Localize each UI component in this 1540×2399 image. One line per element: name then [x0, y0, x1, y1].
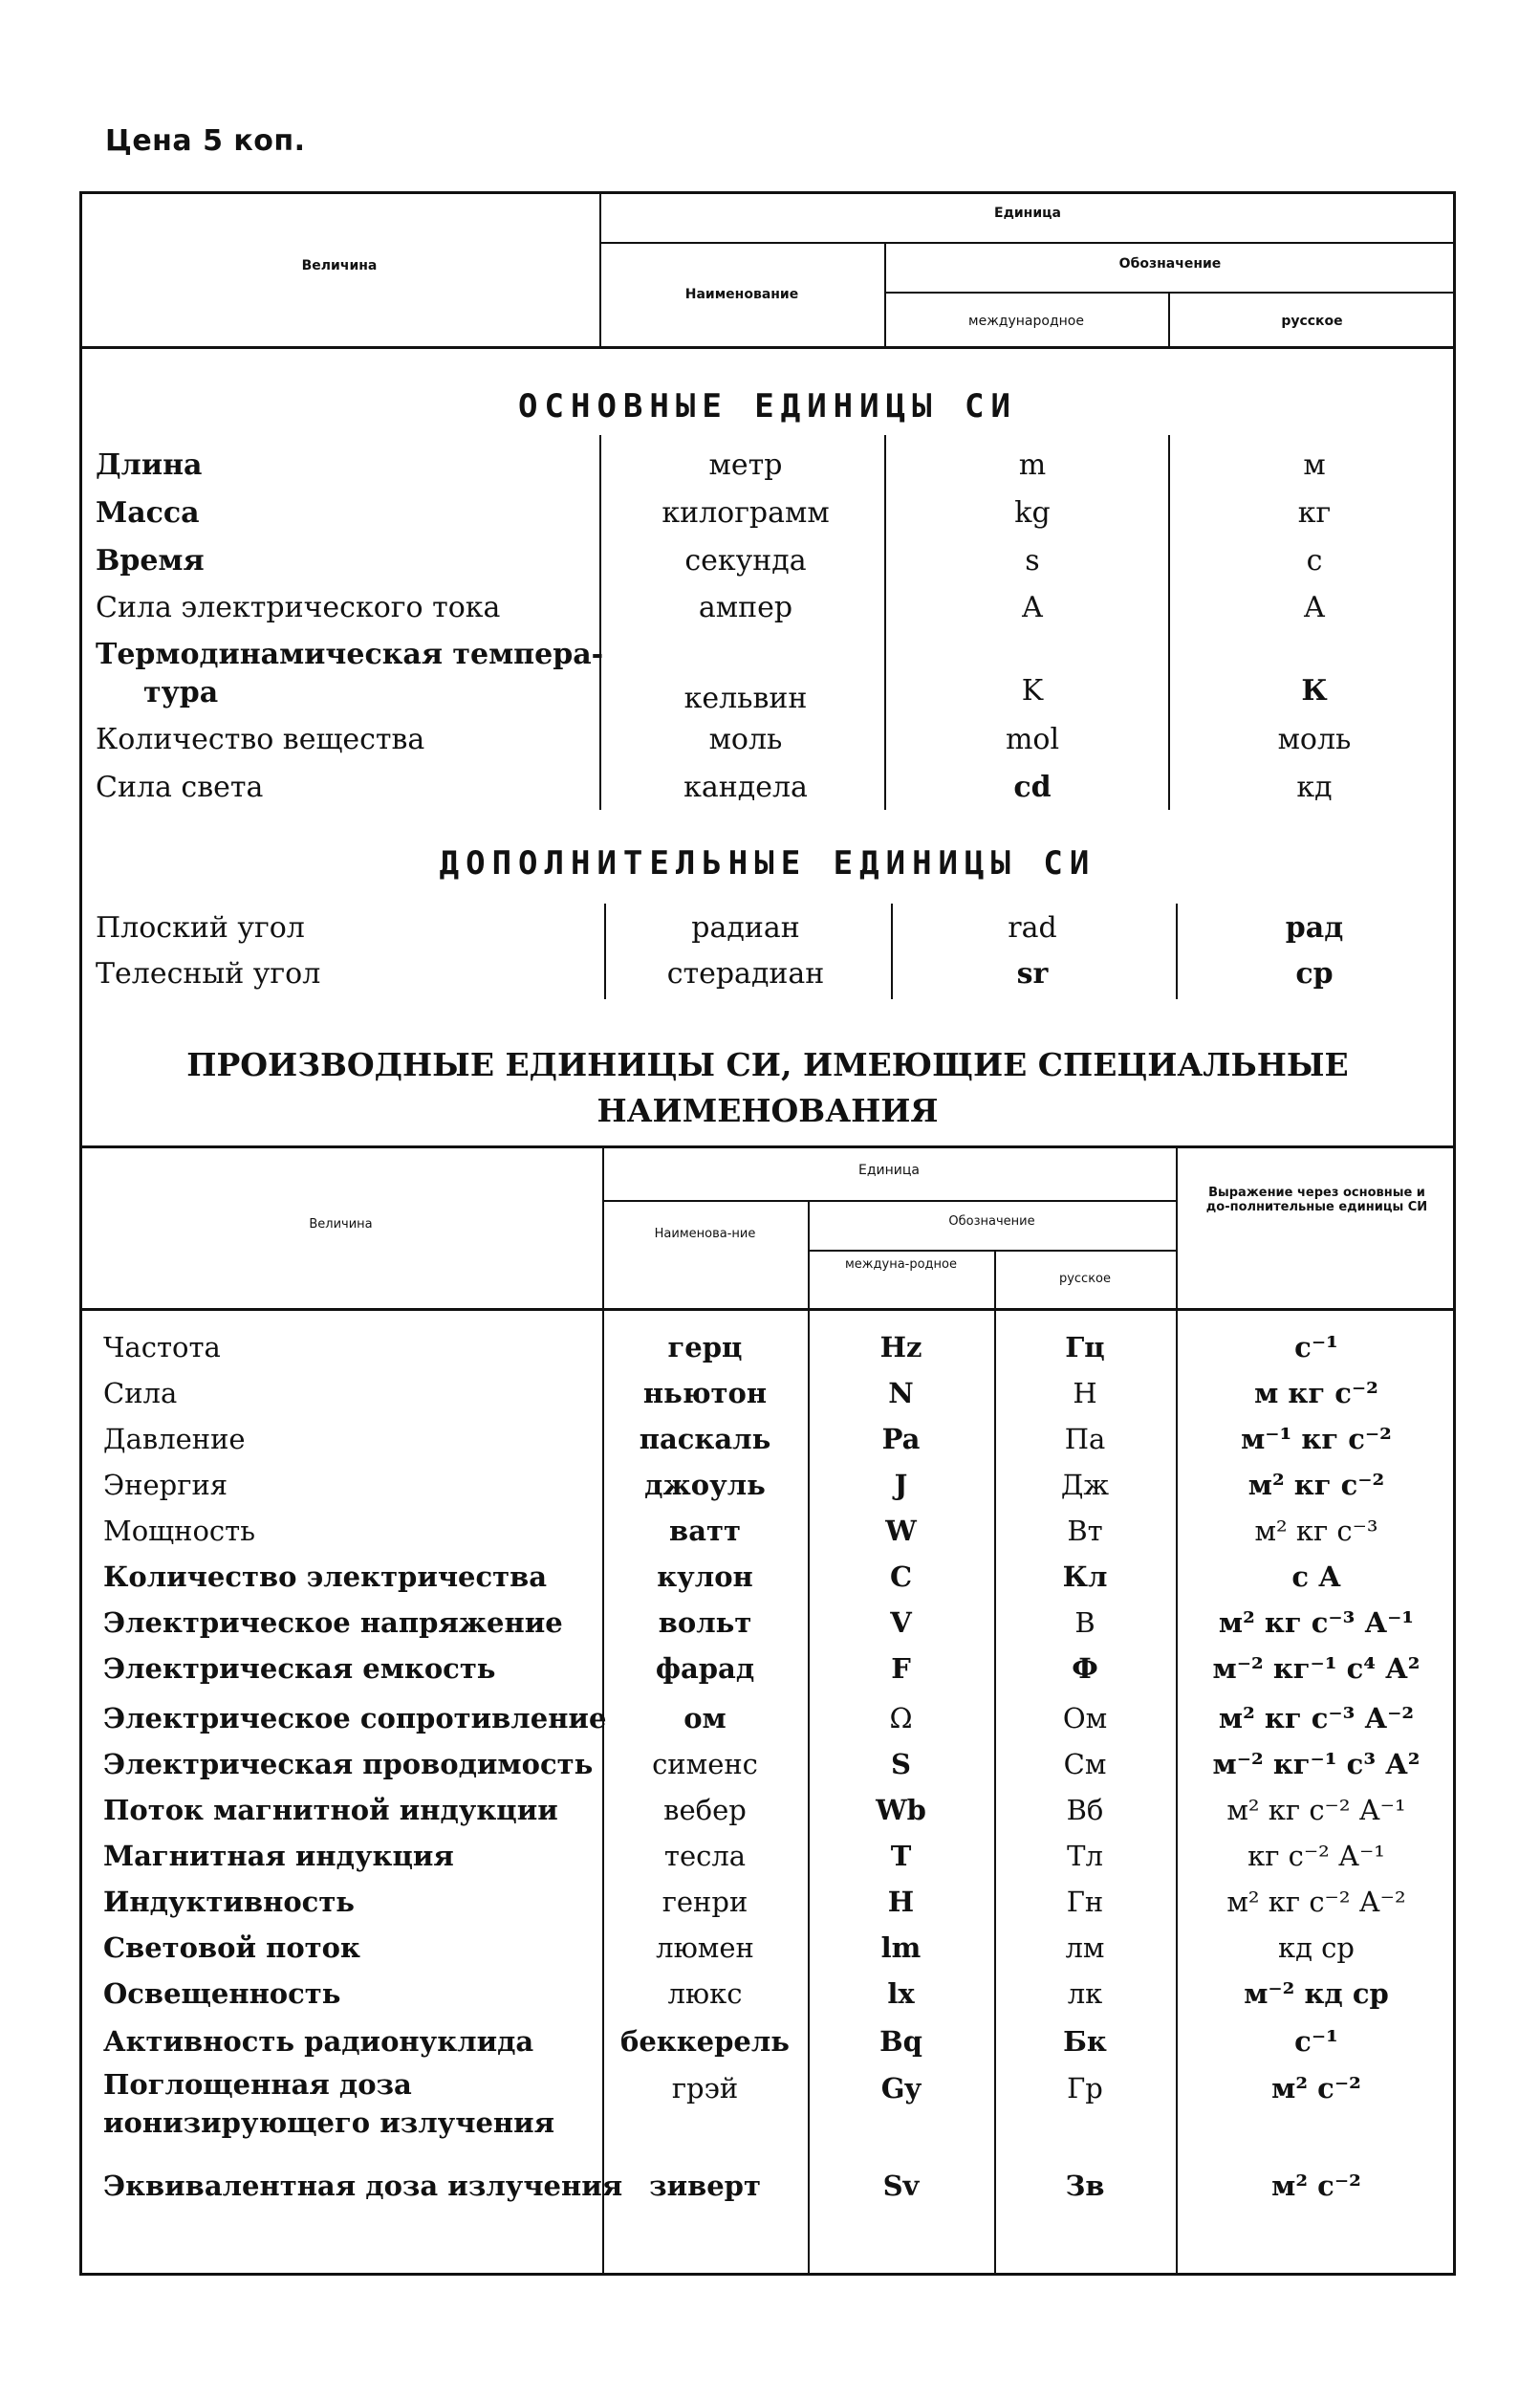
- table-row: [0, 1833, 1540, 1879]
- intl-cell: lx: [887, 1977, 915, 2010]
- name-cell: фарад: [655, 1652, 755, 1685]
- quantity-cell: Частота: [103, 1331, 221, 1363]
- table-row: [0, 1554, 1540, 1600]
- header-quantity: Величина: [301, 258, 378, 273]
- divider: [599, 242, 1456, 244]
- intl-cell: J: [894, 1469, 908, 1501]
- expr-cell: м⁻¹ кг с⁻²: [1241, 1423, 1392, 1455]
- rus-cell: Тл: [1067, 1840, 1103, 1872]
- name-cell: ампер: [698, 591, 793, 624]
- table-row: [0, 905, 1540, 951]
- quantity-cell: Мощность: [103, 1515, 255, 1547]
- rus-cell: Кл: [1062, 1560, 1108, 1593]
- quantity-cell: Электрическая емкость: [103, 1652, 496, 1685]
- section-title-derived: [79, 1042, 1456, 1134]
- header-name: Наименование: [684, 287, 799, 302]
- table-row: [0, 1416, 1540, 1462]
- expr-cell: с А: [1291, 1560, 1341, 1593]
- rus-cell: См: [1063, 1748, 1107, 1780]
- table-row: [0, 1695, 1540, 1741]
- divider: [884, 292, 1456, 294]
- header-russian: русское: [1281, 314, 1343, 329]
- intl-cell: K: [1021, 674, 1044, 708]
- quantity-cell: Плоский угол: [96, 911, 305, 945]
- name-cell: стерадиан: [666, 957, 825, 991]
- quantity-cell: Освещенность: [103, 1977, 341, 2010]
- table-row: [0, 1925, 1540, 1971]
- rus-cell: Гн: [1066, 1886, 1104, 1918]
- table-row: [0, 2018, 1540, 2064]
- table-row: [0, 1646, 1540, 1691]
- table-row: [0, 1879, 1540, 1925]
- rus-cell: лм: [1065, 1931, 1105, 1964]
- rus-cell: лк: [1067, 1977, 1103, 2010]
- expr-cell: м⁻² кг⁻¹ с³ А²: [1212, 1748, 1421, 1780]
- intl-cell: F: [891, 1652, 911, 1685]
- name-cell: кулон: [657, 1560, 753, 1593]
- intl-cell: A: [1022, 591, 1043, 624]
- intl-cell: V: [890, 1606, 912, 1639]
- header2-russian: русское: [1058, 1272, 1112, 1286]
- quantity-cell: Энергия: [103, 1469, 228, 1501]
- header-international: международное: [968, 314, 1084, 329]
- rus-cell: моль: [1277, 723, 1352, 756]
- header-designation: Обозначение: [1118, 256, 1222, 272]
- name-cell: кандела: [683, 771, 808, 804]
- table-row: [0, 443, 1540, 489]
- name-cell: генри: [662, 1886, 748, 1918]
- expr-cell: м² кг с⁻³ А⁻²: [1218, 1702, 1415, 1734]
- rus-cell: Дж: [1060, 1469, 1110, 1501]
- quantity-line: Поглощенная доза: [103, 2068, 412, 2101]
- quantity-line: Термодинамическая темпера-: [96, 638, 604, 671]
- section-title-additional: ДОПОЛНИТЕЛЬНЫЕ ЕДИНИЦЫ СИ: [439, 844, 1096, 883]
- rus-cell: с: [1306, 544, 1323, 578]
- intl-cell: T: [890, 1840, 912, 1872]
- name-cell: вебер: [663, 1794, 747, 1826]
- intl-cell: N: [888, 1377, 914, 1409]
- rus-cell: ср: [1295, 957, 1334, 991]
- expr-cell: м² кг с⁻²: [1247, 1469, 1385, 1501]
- expr-cell: м² кг с⁻³: [1254, 1515, 1378, 1547]
- quantity-cell: Электрическое сопротивление: [103, 1702, 607, 1734]
- table-row: [0, 1971, 1540, 2017]
- intl-cell: Hz: [879, 1331, 922, 1363]
- intl-cell: Gy: [880, 2072, 922, 2105]
- section-title-line: ПРОИЗВОДНЫЕ ЕДИНИЦЫ СИ, ИМЕЮЩИЕ СПЕЦИАЛЬНЫЕ: [186, 1046, 1349, 1083]
- rus-cell: Ф: [1072, 1652, 1098, 1685]
- divider: [602, 1200, 1176, 1202]
- rus-cell: Бк: [1063, 2025, 1107, 2058]
- table-row: [0, 1741, 1540, 1787]
- intl-cell: mol: [1005, 723, 1060, 756]
- header-unit: Единица: [994, 206, 1061, 221]
- quantity-cell: Индуктивность: [103, 1886, 355, 1918]
- intl-cell: kg: [1014, 496, 1051, 530]
- intl-cell: Ω: [889, 1702, 913, 1734]
- quantity-cell: Масса: [96, 496, 200, 530]
- intl-cell: W: [885, 1515, 917, 1547]
- table-row: [0, 491, 1540, 536]
- intl-cell: H: [887, 1886, 915, 1918]
- expr-cell: с⁻¹: [1294, 2025, 1338, 2058]
- rus-cell: Ом: [1062, 1702, 1108, 1734]
- section-title-line: НАИМЕНОВАНИЯ: [596, 1092, 939, 1129]
- table-row: [0, 2065, 1540, 2151]
- expr-cell: с⁻¹: [1294, 1331, 1338, 1363]
- intl-cell: Wb: [876, 1794, 926, 1826]
- name-cell: люмен: [656, 1931, 754, 1964]
- quantity-cell: Количество электричества: [103, 1560, 548, 1593]
- quantity-cell: Электрическое напряжение: [103, 1606, 563, 1639]
- table-row: [0, 1787, 1540, 1833]
- quantity-line: тура: [143, 676, 219, 709]
- quantity-cell: Сила электрического тока: [96, 591, 501, 624]
- price-label: Цена 5 коп.: [105, 124, 306, 158]
- quantity-cell: Световой поток: [103, 1931, 360, 1964]
- quantity-cell: Магнитная индукция: [103, 1840, 454, 1872]
- intl-cell: s: [1025, 544, 1040, 578]
- rus-cell: Зв: [1065, 2170, 1105, 2202]
- intl-cell: S: [891, 1748, 911, 1780]
- rus-cell: Н: [1073, 1377, 1097, 1409]
- table-row: [0, 1462, 1540, 1508]
- name-cell: метр: [708, 448, 783, 482]
- name-cell: кельвин: [683, 682, 808, 715]
- table-row: [0, 765, 1540, 811]
- expr-cell: м² кг с⁻² А⁻²: [1226, 1886, 1406, 1918]
- table-row: [0, 636, 1540, 722]
- rus-cell: Гц: [1065, 1331, 1105, 1363]
- name-cell: зиверт: [649, 2170, 761, 2202]
- expr-cell: м⁻² кг⁻¹ с⁴ А²: [1212, 1652, 1421, 1685]
- quantity-cell: Эквивалентная доза излучения: [103, 2170, 623, 2202]
- quantity-cell: Время: [96, 544, 205, 578]
- quantity-cell: Длина: [96, 448, 203, 482]
- rus-cell: кг: [1297, 496, 1332, 530]
- table-row: [0, 585, 1540, 631]
- quantity-cell: Телесный угол: [96, 957, 321, 991]
- expr-cell: кд ср: [1277, 1931, 1355, 1964]
- intl-cell: Bq: [879, 2025, 922, 2058]
- rus-cell: Вт: [1067, 1515, 1103, 1547]
- header2-designation: Обозначение: [948, 1214, 1035, 1229]
- intl-cell: lm: [880, 1931, 922, 1964]
- quantity-line: ионизирующего излучения: [103, 2106, 555, 2139]
- divider: [79, 1145, 1456, 1148]
- rus-cell: Па: [1064, 1423, 1106, 1455]
- section-title-base: ОСНОВНЫЕ ЕДИНИЦЫ СИ: [518, 387, 1017, 425]
- rus-cell: В: [1074, 1606, 1095, 1639]
- name-cell: люкс: [667, 1977, 743, 2010]
- expr-cell: м кг с⁻²: [1254, 1377, 1378, 1409]
- quantity-cell: Активность радионуклида: [103, 2025, 534, 2058]
- table-row: [0, 538, 1540, 584]
- name-cell: моль: [708, 723, 783, 756]
- quantity-cell: [103, 2065, 600, 2142]
- name-cell: секунда: [684, 544, 807, 578]
- rus-cell: кд: [1296, 771, 1333, 804]
- intl-cell: m: [1018, 448, 1047, 482]
- divider: [79, 1308, 1456, 1311]
- name-cell: сименс: [652, 1748, 758, 1780]
- header2-quantity: Величина: [309, 1217, 373, 1232]
- name-cell: ньютон: [642, 1377, 768, 1409]
- table-row: [0, 2163, 1540, 2209]
- quantity-cell: Давление: [103, 1423, 246, 1455]
- expr-cell: кг с⁻² А⁻¹: [1247, 1840, 1385, 1872]
- name-cell: беккерель: [620, 2025, 790, 2058]
- table-row: [0, 1600, 1540, 1646]
- quantity-cell: Поток магнитной индукции: [103, 1794, 558, 1826]
- rus-cell: Вб: [1066, 1794, 1104, 1826]
- table-row: [0, 1324, 1540, 1370]
- name-cell: вольт: [658, 1606, 752, 1639]
- intl-cell: Pa: [881, 1423, 921, 1455]
- name-cell: грэй: [671, 2072, 739, 2105]
- intl-cell: sr: [1016, 957, 1049, 991]
- expr-cell: м² кг с⁻² А⁻¹: [1226, 1794, 1406, 1826]
- name-cell: радиан: [691, 911, 800, 945]
- intl-cell: rad: [1008, 911, 1057, 945]
- intl-cell: C: [889, 1560, 913, 1593]
- table-row: [0, 1508, 1540, 1554]
- quantity-cell: Сила: [103, 1377, 178, 1409]
- quantity-cell: Сила света: [96, 771, 264, 804]
- quantity-cell: [96, 636, 604, 712]
- name-cell: ом: [683, 1702, 727, 1734]
- name-cell: килограмм: [662, 496, 830, 530]
- table-row: [0, 717, 1540, 763]
- header2-name: Наименова-ние: [654, 1227, 756, 1241]
- divider: [808, 1250, 1176, 1252]
- header2-international: междуна-родное: [845, 1257, 957, 1272]
- intl-cell: Sv: [882, 2170, 920, 2202]
- intl-cell: cd: [1013, 771, 1052, 804]
- expr-cell: м² кг с⁻³ А⁻¹: [1218, 1606, 1415, 1639]
- name-cell: герц: [667, 1331, 743, 1363]
- header2-expression: Выражение через основные и до-полнительные единицы СИ: [1205, 1186, 1428, 1214]
- quantity-cell: Электрическая проводимость: [103, 1748, 594, 1780]
- name-cell: паскаль: [639, 1423, 771, 1455]
- rus-cell: м: [1303, 448, 1326, 482]
- expr-cell: м² с⁻²: [1271, 2072, 1361, 2105]
- rus-cell: Гр: [1067, 2072, 1103, 2105]
- table-row: [0, 951, 1540, 997]
- rus-cell: рад: [1285, 911, 1344, 945]
- name-cell: тесла: [663, 1840, 747, 1872]
- table-row: [0, 1370, 1540, 1416]
- expr-cell: м² с⁻²: [1271, 2170, 1361, 2202]
- rus-cell: К: [1301, 674, 1328, 708]
- name-cell: ватт: [669, 1515, 741, 1547]
- quantity-cell: Количество вещества: [96, 723, 425, 756]
- rus-cell: A: [1304, 591, 1325, 624]
- expr-cell: м⁻² кд ср: [1244, 1977, 1389, 2010]
- name-cell: джоуль: [644, 1469, 766, 1501]
- header2-unit: Единица: [858, 1163, 920, 1178]
